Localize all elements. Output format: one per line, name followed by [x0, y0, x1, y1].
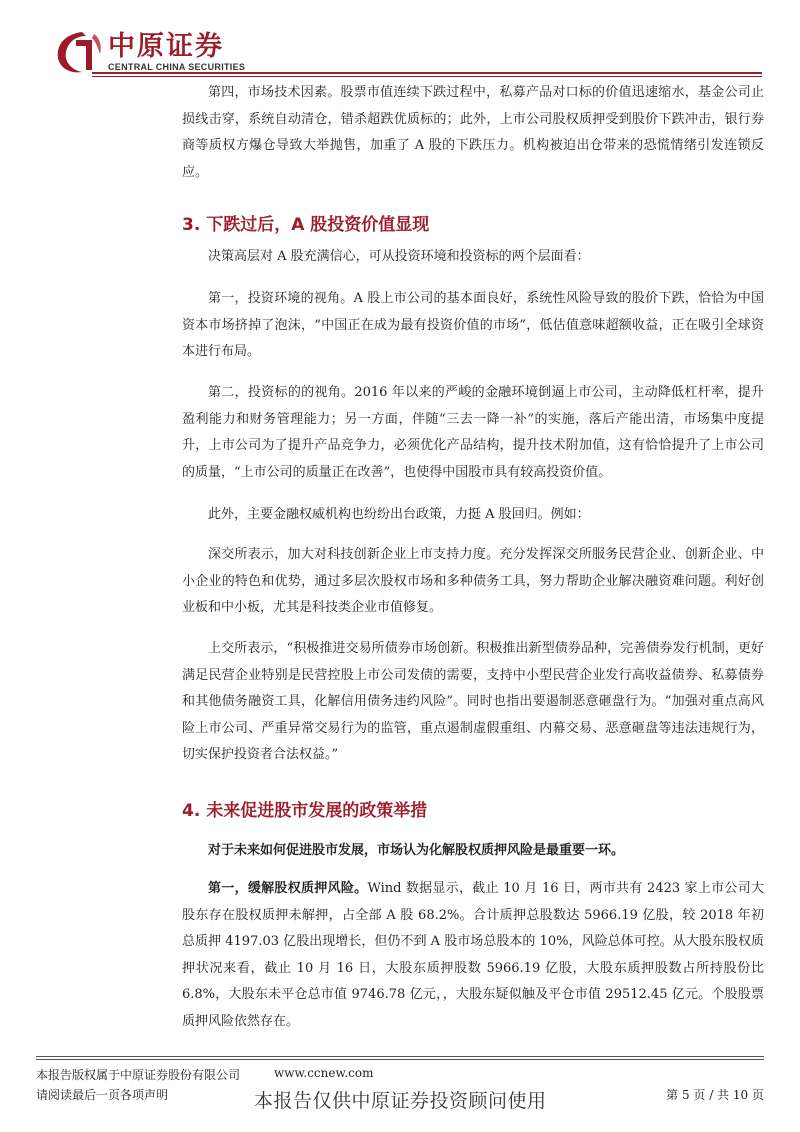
section-heading-4: 4. 未来促进股市发展的政策举措 [182, 801, 428, 821]
footer-disclaimer: 请阅读最后一页各项声明 [36, 1088, 169, 1102]
paragraph-lead: 第一，缓解股权质押风险。 [208, 881, 368, 896]
footer-divider-2 [36, 1059, 764, 1060]
paragraph-investment-target: 第二，投资标的的视角。2016 年以来的严峻的金融环境倒逼上市公司，主动降低杠杆率，提升盈利能力和财务管理能力；另一方面，伴随“三去一降一补”的实施，落后产能出清，市场集中度提升，上市公司为了提升产品竞争力，必须优化产品结构，提升技术附加值，这有恰恰提升了上市公司的质量，“上市公司的质量正在改善”，也使得中国股市具有较高投资价值。 [182, 385, 764, 480]
paragraph-policy-intro: 此外，主要金融权威机构也纷纷出台政策，力挺 A 股回归。例如： [208, 507, 590, 522]
footer-watermark: 本报告仅供中原证券投资顾问使用 [254, 1090, 547, 1112]
footer-website-link[interactable]: www.ccnew.com [274, 1066, 374, 1080]
section-heading-3: 3. 下跌过后，A 股投资价值显现 [182, 215, 430, 235]
paragraph-market-technical: 第四，市场技术因素。股票市值连续下跌过程中，私募产品对口标的价值迅速缩水，基金公司止损线击穿，系统自动清仓，错杀超跌优质标的；此外，上市公司股权质押受到股价下跌冲击，银行券商等质权方爆仓导致大举抛售，加重了 A 股的下跌压力。机构被迫出仓带来的恐慌情绪引发连锁反应。 [182, 85, 764, 180]
logo-subtitle: CENTRAL CHINA SECURITIES [108, 62, 246, 72]
paragraph-sse: 上交所表示，“积极推进交易所债券市场创新。积极推出新型债券品种，完善债券发行机制，更好满足民营企业特别是民营控股上市公司发债的需要，支持中小型民营企业发行高收益债券、私募债券和其他债务融资工具，化解信用债务违约风险”。同时也指出要遏制恶意砸盘行为。“加强对重点高风险上市公司、严重异常交易行为的监管，重点遏制虚假重组、内幕交易、恶意砸盘等违法违规行为，切实保护投资者合法权益。” [182, 641, 764, 762]
paragraph-confidence: 决策高层对 A 股充满信心，可从投资环境和投资标的两个层面看： [208, 249, 590, 264]
header-divider-thin [92, 76, 762, 77]
page-number: 第 5 页 / 共 10 页 [666, 1088, 764, 1102]
header-divider [92, 72, 762, 74]
paragraph-key-view: 对于未来如何促进股市发展，市场认为化解股权质押风险是最重要一环。 [208, 843, 625, 858]
logo-icon [52, 30, 104, 74]
paragraph-equity-pledge [182, 876, 764, 1035]
paragraph-szse: 深交所表示，加大对科技创新企业上市支持力度。充分发挥深交所服务民营企业、创新企业、中小企业的特色和优势，通过多层次股权市场和多种债务工具，努力帮助企业解决融资难问题。利好创业板和中小板，尤其是科技类企业市值修复。 [182, 547, 764, 615]
footer-copyright: 本报告版权属于中原证券股份有限公司 [36, 1068, 241, 1082]
logo-text: 中原证券 [108, 31, 224, 62]
page-header [0, 0, 800, 80]
paragraph-investment-environment: 第一，投资环境的视角。A 股上市公司的基本面良好，系统性风险导致的股价下跌，恰恰为中国资本市场挤掉了泡沫，“中国正在成为最有投资价值的市场”，低估值意味超额收益，正在吸引全球资本进行布局。 [182, 291, 764, 359]
footer-divider [36, 1056, 764, 1057]
paragraph-pledge-text: Wind 数据显示，截止 10 月 16 日，两市共有 2423 家上市公司大股东存在股权质押未解押，占全部 A 股 68.2%。合计质押总股数达 5966.19 亿股，较 2018 年初总质押 4197.03 亿股出现增长，但仍不到 A 股市场总股本的 10%，风险总体可控。从大股东股权质押状况来看，截止 10 月 16 日，大股东质押股数 5966.19 亿股，大股东质押股数占所持股份比 6.8%，大股东未平仓总市值 9746.78 亿元，，大股东疑似触及平仓市值 29512.45 亿元。个股股票质押风险依然存在。 [182, 881, 764, 1029]
